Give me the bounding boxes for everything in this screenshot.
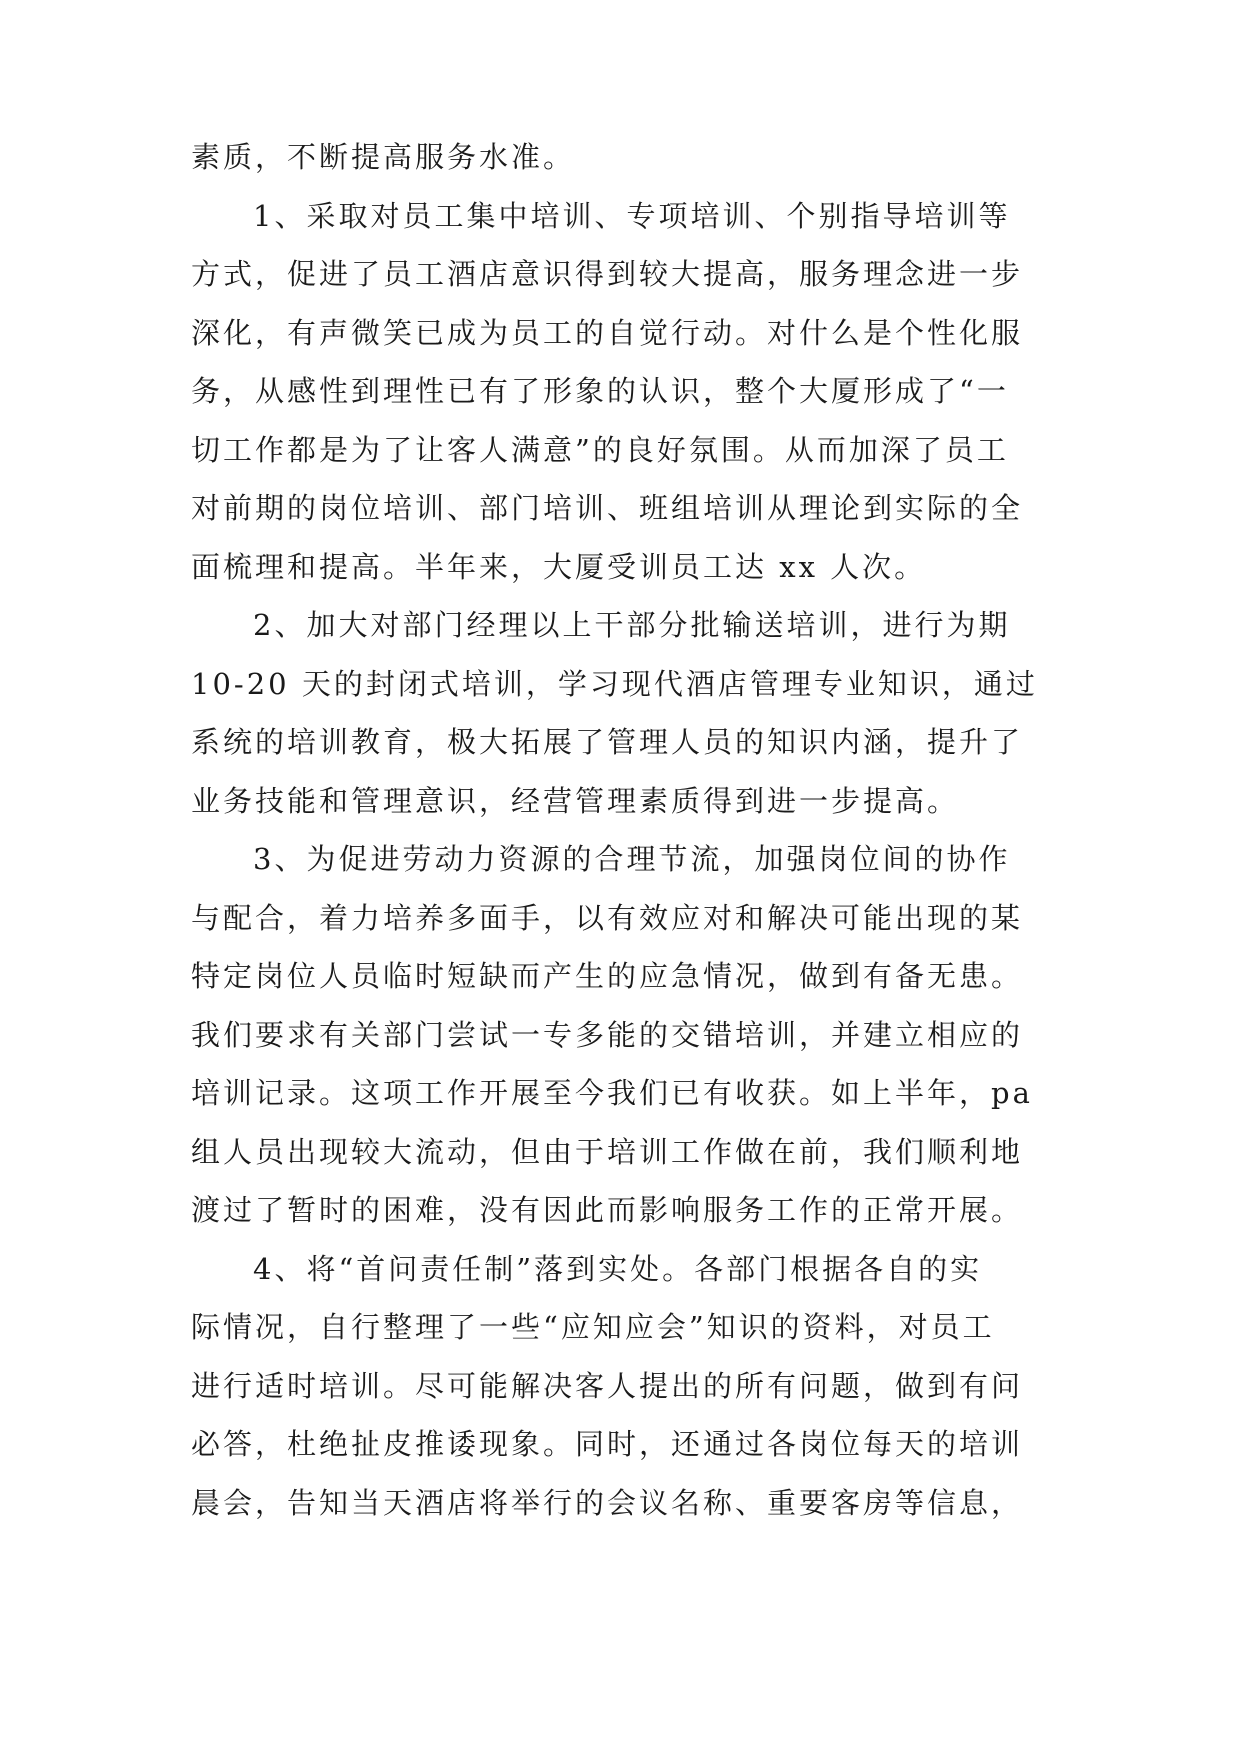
- paragraph-start-line: 3、为促进劳动力资源的合理节流，加强岗位间的协作: [253, 842, 1011, 876]
- text-line: 务，从感性到理性已有了形象的认识，整个大厦形成了“一: [191, 374, 1009, 408]
- text-line: 面梳理和提高。半年来，大厦受训员工达 xx 人次。: [191, 549, 927, 584]
- text-line: 切工作都是为了让客人满意”的良好氛围。从而加深了员工: [191, 432, 1009, 467]
- document-body: [191, 128, 1071, 1532]
- paragraph-start-line: 2、加大对部门经理以上干部分批输送培训，进行为期: [253, 608, 1011, 642]
- text-line: 进行适时培训。尽可能解决客人提出的所有问题，做到有问: [191, 1368, 1024, 1403]
- text-line: 晨会，告知当天酒店将举行的会议名称、重要客房等信息，: [191, 1485, 1024, 1520]
- text-line: 特定岗位人员临时短缺而产生的应急情况，做到有备无患。: [191, 959, 1024, 993]
- text-line: 与配合，着力培养多面手，以有效应对和解决可能出现的某: [191, 900, 1024, 935]
- text-line: 系统的培训教育，极大拓展了管理人员的知识内涵，提升了: [191, 725, 1024, 759]
- text-line: 深化，有声微笑已成为员工的自觉行动。对什么是个性化服: [191, 315, 1024, 350]
- text-line: 培训记录。这项工作开展至今我们已有收获。如上半年，pa: [191, 1076, 1033, 1110]
- paragraph-start-line: 4、将“首问责任制”落到实处。各部门根据各自的实: [253, 1251, 983, 1286]
- text-line: 业务技能和管理意识，经营管理素质得到进一步提高。: [191, 783, 960, 818]
- text-line: 10-20 天的封闭式培训，学习现代酒店管理专业知识，通过: [191, 666, 1038, 701]
- text-line: 际情况，自行整理了一些“应知应会”知识的资料，对员工: [191, 1310, 995, 1344]
- paragraph-start-line: 1、采取对员工集中培训、专项培训、个别指导培训等: [253, 198, 1011, 233]
- text-line: 对前期的岗位培训、部门培训、班组培训从理论到实际的全: [191, 491, 1024, 525]
- text-line: 组人员出现较大流动，但由于培训工作做在前，我们顺利地: [191, 1134, 1024, 1169]
- text-line: 我们要求有关部门尝试一专多能的交错培训，并建立相应的: [191, 1017, 1024, 1052]
- text-line: 渡过了暂时的困难，没有因此而影响服务工作的正常开展。: [191, 1193, 1024, 1227]
- text-line: 素质，不断提高服务水准。: [191, 140, 576, 174]
- text-line: 必答，杜绝扯皮推诿现象。同时，还通过各岗位每天的培训: [191, 1427, 1024, 1461]
- text-line: 方式，促进了员工酒店意识得到较大提高，服务理念进一步: [191, 257, 1024, 291]
